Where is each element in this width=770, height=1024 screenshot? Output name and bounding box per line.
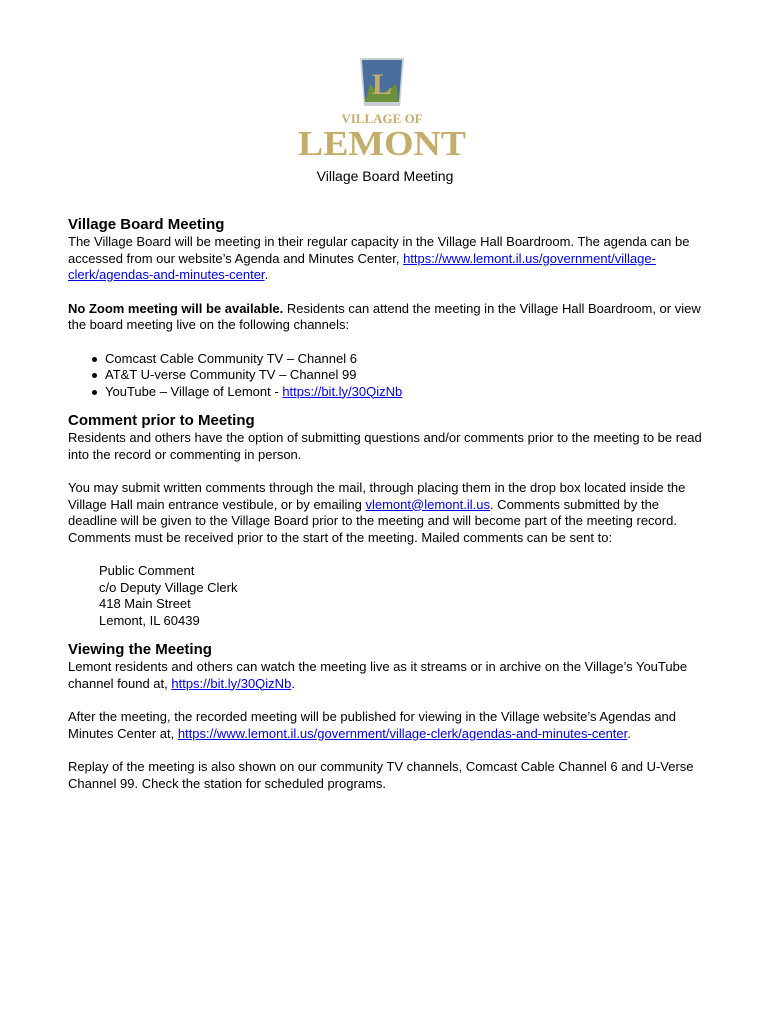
paragraph-text: The Village Board will be meeting in their regular capacity in the Village Hall Boardroom. The agenda can be accessed from our website’s Agenda and Minutes Center, [68, 234, 690, 266]
list-item [105, 367, 704, 384]
paragraph-text: After the meeting, the recorded meeting will be published for viewing in the Village website’s Agendas and Minutes Center at, [68, 709, 677, 741]
logo-emblem [360, 58, 404, 106]
punctuation: . [627, 725, 631, 741]
address-line: 418 Main Street [99, 596, 191, 611]
punctuation: . [264, 267, 269, 282]
section-viewing [68, 641, 704, 792]
list-item [105, 384, 704, 401]
email-link[interactable]: vlemont@lemont.il.us [365, 496, 490, 512]
channel-label: Comcast Cable Community TV – Channel 6 [105, 350, 357, 366]
list-item [105, 351, 704, 368]
youtube-channel-link[interactable]: https://bit.ly/30QizNb [171, 675, 292, 691]
document-body [68, 216, 704, 792]
logo-line2: LEMONT [298, 124, 466, 158]
agenda-center-link[interactable]: https://www.lemont.il.us/government/village-clerk/agendas-and-minutes-center [177, 725, 628, 741]
channel-label: AT&T U-verse Community TV – Channel 99 [105, 367, 357, 382]
address-line: Public Comment [99, 563, 195, 578]
section-heading: Comment prior to Meeting [68, 412, 255, 429]
paragraph [68, 301, 704, 334]
youtube-link[interactable]: https://bit.ly/30QizNb [282, 383, 403, 399]
section-heading: Viewing the Meeting [68, 641, 212, 658]
mailing-address [68, 563, 704, 629]
paragraph-text: Lemont residents and others can watch the meeting live as it streams or in archive on the Village’s YouTube channel found at, [68, 659, 688, 691]
paragraph [68, 480, 704, 546]
address-line: c/o Deputy Village Clerk [99, 579, 238, 595]
paragraph-text: Residents can attend the meeting in the Village Hall Boardroom, or view the board meeting live on the following channels: [68, 300, 701, 332]
section-heading: Village Board Meeting [68, 216, 225, 233]
punctuation: . [291, 675, 295, 691]
paragraph: Residents and others have the option of submitting questions and/or comments prior to the meeting to be read into the record or commenting in person. [68, 430, 702, 462]
paragraph [68, 709, 704, 742]
section-board-meeting [68, 216, 704, 400]
document-title: Village Board Meeting [316, 168, 454, 184]
paragraph: Replay of the meeting is also shown on our community TV channels, Comcast Cable Channel 6 and U-Verse Channel 99. Check the station for scheduled programs. [68, 759, 694, 791]
section-comment-prior [68, 412, 704, 629]
address-line: Lemont, IL 60439 [99, 612, 200, 628]
village-of-lemont-logo [296, 54, 468, 158]
agenda-center-link[interactable]: https://www.lemont.il.us/government/village-clerk/agendas-and-minutes-center [68, 250, 656, 282]
channel-list [68, 351, 704, 401]
channel-label: YouTube – Village of Lemont - [105, 383, 283, 399]
paragraph [68, 659, 704, 692]
logo-monogram: L [371, 68, 393, 101]
paragraph [68, 234, 704, 284]
no-zoom-notice: No Zoom meeting will be available. [68, 300, 284, 316]
paragraph-text: . Comments submitted by the deadline will be given to the Village Board prior to the meeting and will become part of the meeting record. Comments must be received prior to the start of the meeting. Mailed comments can be sent to: [68, 496, 677, 545]
logo-line1: VILLAGE OF [341, 111, 423, 126]
paragraph-text: You may submit written comments through the mail, through placing them in the drop box located inside the Village Hall main entrance vestibule, or by emailing [68, 480, 686, 512]
